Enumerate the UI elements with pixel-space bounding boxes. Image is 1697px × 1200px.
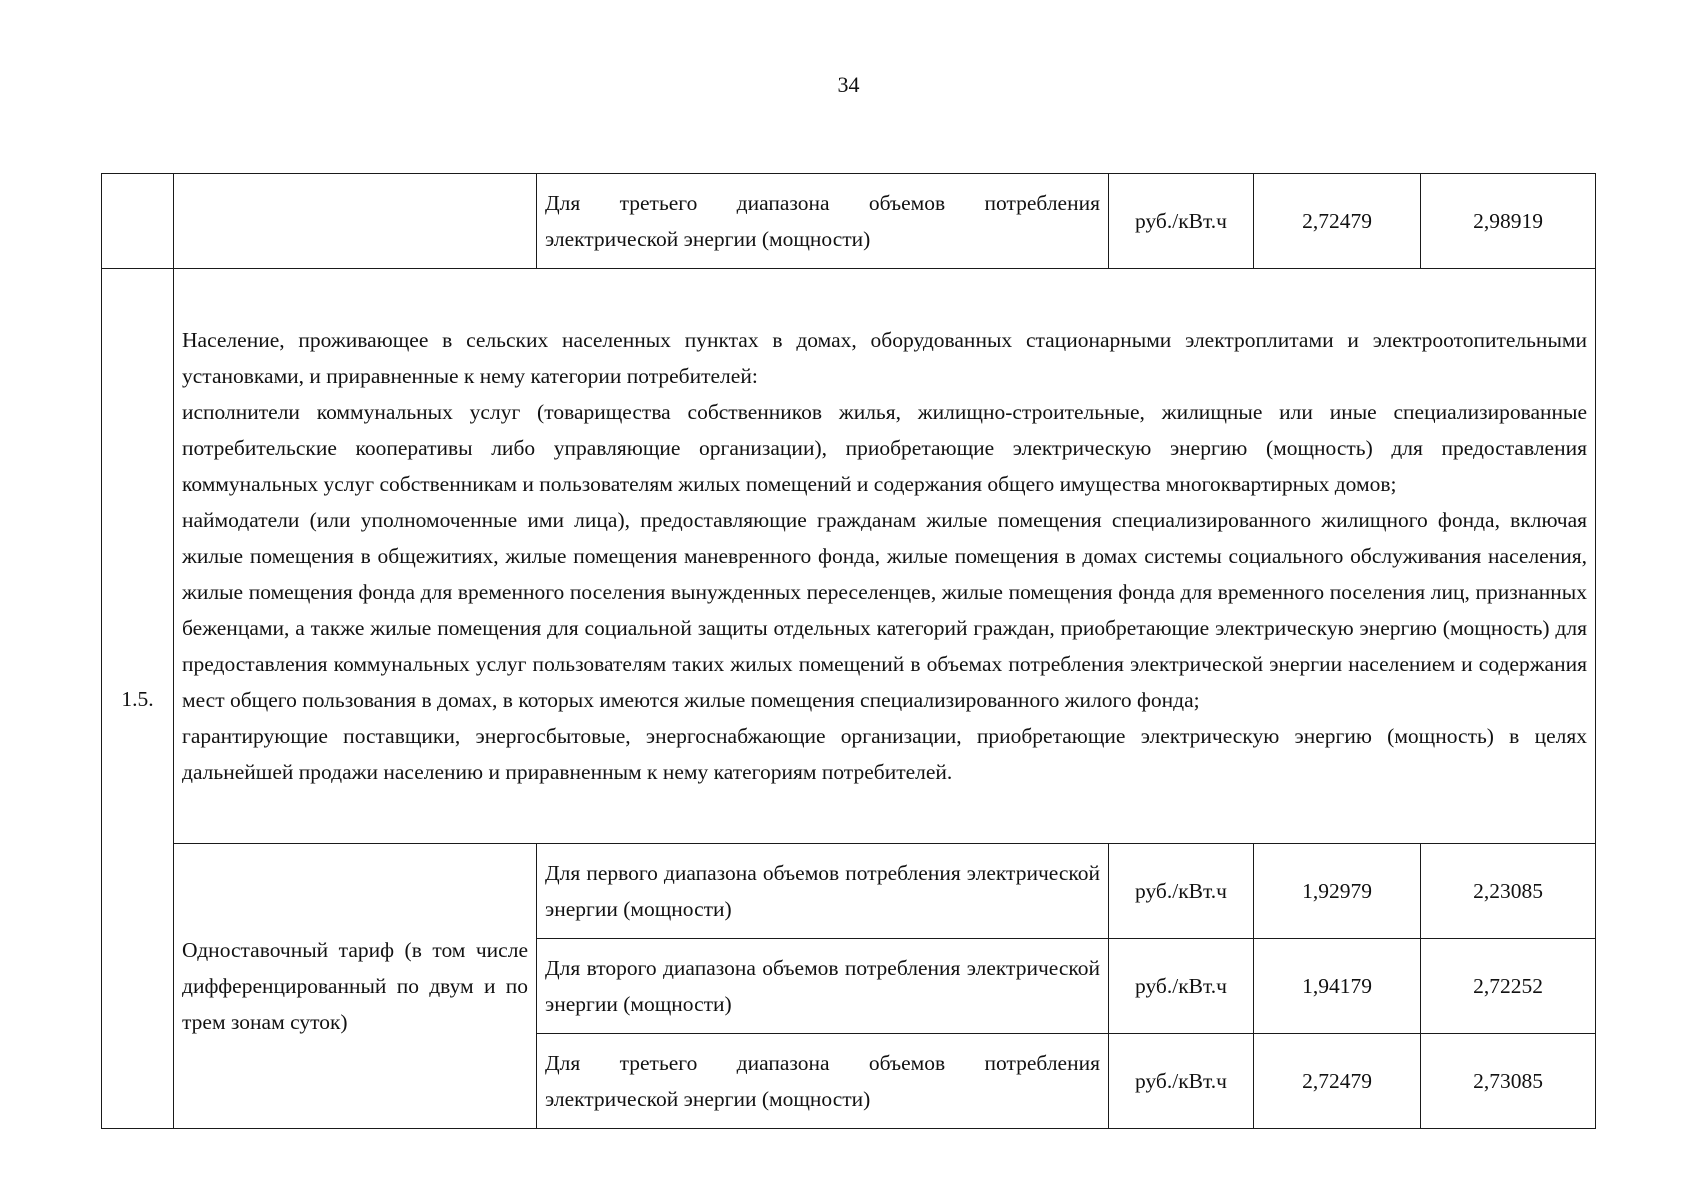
range-cell: Для третьего диапазона объемов потребления электрической энергии (мощности) — [537, 174, 1109, 269]
value1-cell: 2,72479 — [1254, 1034, 1421, 1129]
value1-cell: 1,94179 — [1254, 939, 1421, 1034]
label-cell — [174, 174, 537, 269]
range-cell: Для третьего диапазона объемов потребления электрической энергии (мощности) — [537, 1034, 1109, 1129]
unit-cell: руб./кВт.ч — [1109, 844, 1254, 939]
section-number: 1.5. — [102, 269, 174, 1129]
value2-cell: 2,72252 — [1421, 939, 1596, 1034]
page-number: 34 — [837, 72, 860, 97]
paragraph: гарантирующие поставщики, энергосбытовые, энергоснабжающие организации, приобретающие электрическую энергию (мощность) в целях дальнейшей продажи населению и приравненным к нему категориям потребителей. — [182, 724, 1587, 784]
value2-cell: 2,73085 — [1421, 1034, 1596, 1129]
range-cell: Для второго диапазона объемов потребления электрической энергии (мощности) — [537, 939, 1109, 1034]
paragraph: наймодатели (или уполномоченные ими лица), предоставляющие гражданам жилые помещения специализированного жилищного фонда, включая жилые помещения в общежитиях, жилые помещения маневренного фонда, жилые помещения в домах системы социального обслуживания населения, жилые помещения фонда для временного поселения вынужденных переселенцев, жилые помещения фонда для временного поселения лиц, признанных беженцами, а также жилые помещения для социальной защиты отдельных категорий граждан, приобретающие электрическую энергию (мощность) для предоставления коммунальных услуг пользователям таких жилых помещений в объемах потребления электрической энергии населением и содержания мест общего пользования в домах, в которых имеются жилые помещения специализированного жилого фонда; — [182, 508, 1587, 712]
tariff-label: Одноставочный тариф (в том числе дифференцированный по двум и по трем зонам суток) — [174, 844, 537, 1129]
tariff-table — [101, 173, 1596, 1129]
value2-cell: 2,23085 — [1421, 844, 1596, 939]
section-header-row — [102, 269, 1596, 844]
table-row — [102, 844, 1596, 939]
value1-cell: 2,72479 — [1254, 174, 1421, 269]
value2-cell: 2,98919 — [1421, 174, 1596, 269]
section-description — [174, 269, 1596, 844]
range-cell: Для первого диапазона объемов потребления электрической энергии (мощности) — [537, 844, 1109, 939]
paragraph: Население, проживающее в сельских населенных пунктах в домах, оборудованных стационарными электроплитами и электроотопительными установками, и приравненные к нему категории потребителей: — [182, 328, 1587, 388]
number-cell — [102, 174, 174, 269]
unit-cell: руб./кВт.ч — [1109, 1034, 1254, 1129]
paragraph: исполнители коммунальных услуг (товарищества собственников жилья, жилищно-строительные, жилищные или иные специализированные потребительские кооперативы либо управляющие организации), приобретающие электрическую энергию (мощность) для предоставления коммунальных услуг собственникам и пользователям жилых помещений и содержания общего имущества многоквартирных домов; — [182, 400, 1587, 496]
unit-cell: руб./кВт.ч — [1109, 939, 1254, 1034]
unit-cell: руб./кВт.ч — [1109, 174, 1254, 269]
table-row — [102, 174, 1596, 269]
value1-cell: 1,92979 — [1254, 844, 1421, 939]
